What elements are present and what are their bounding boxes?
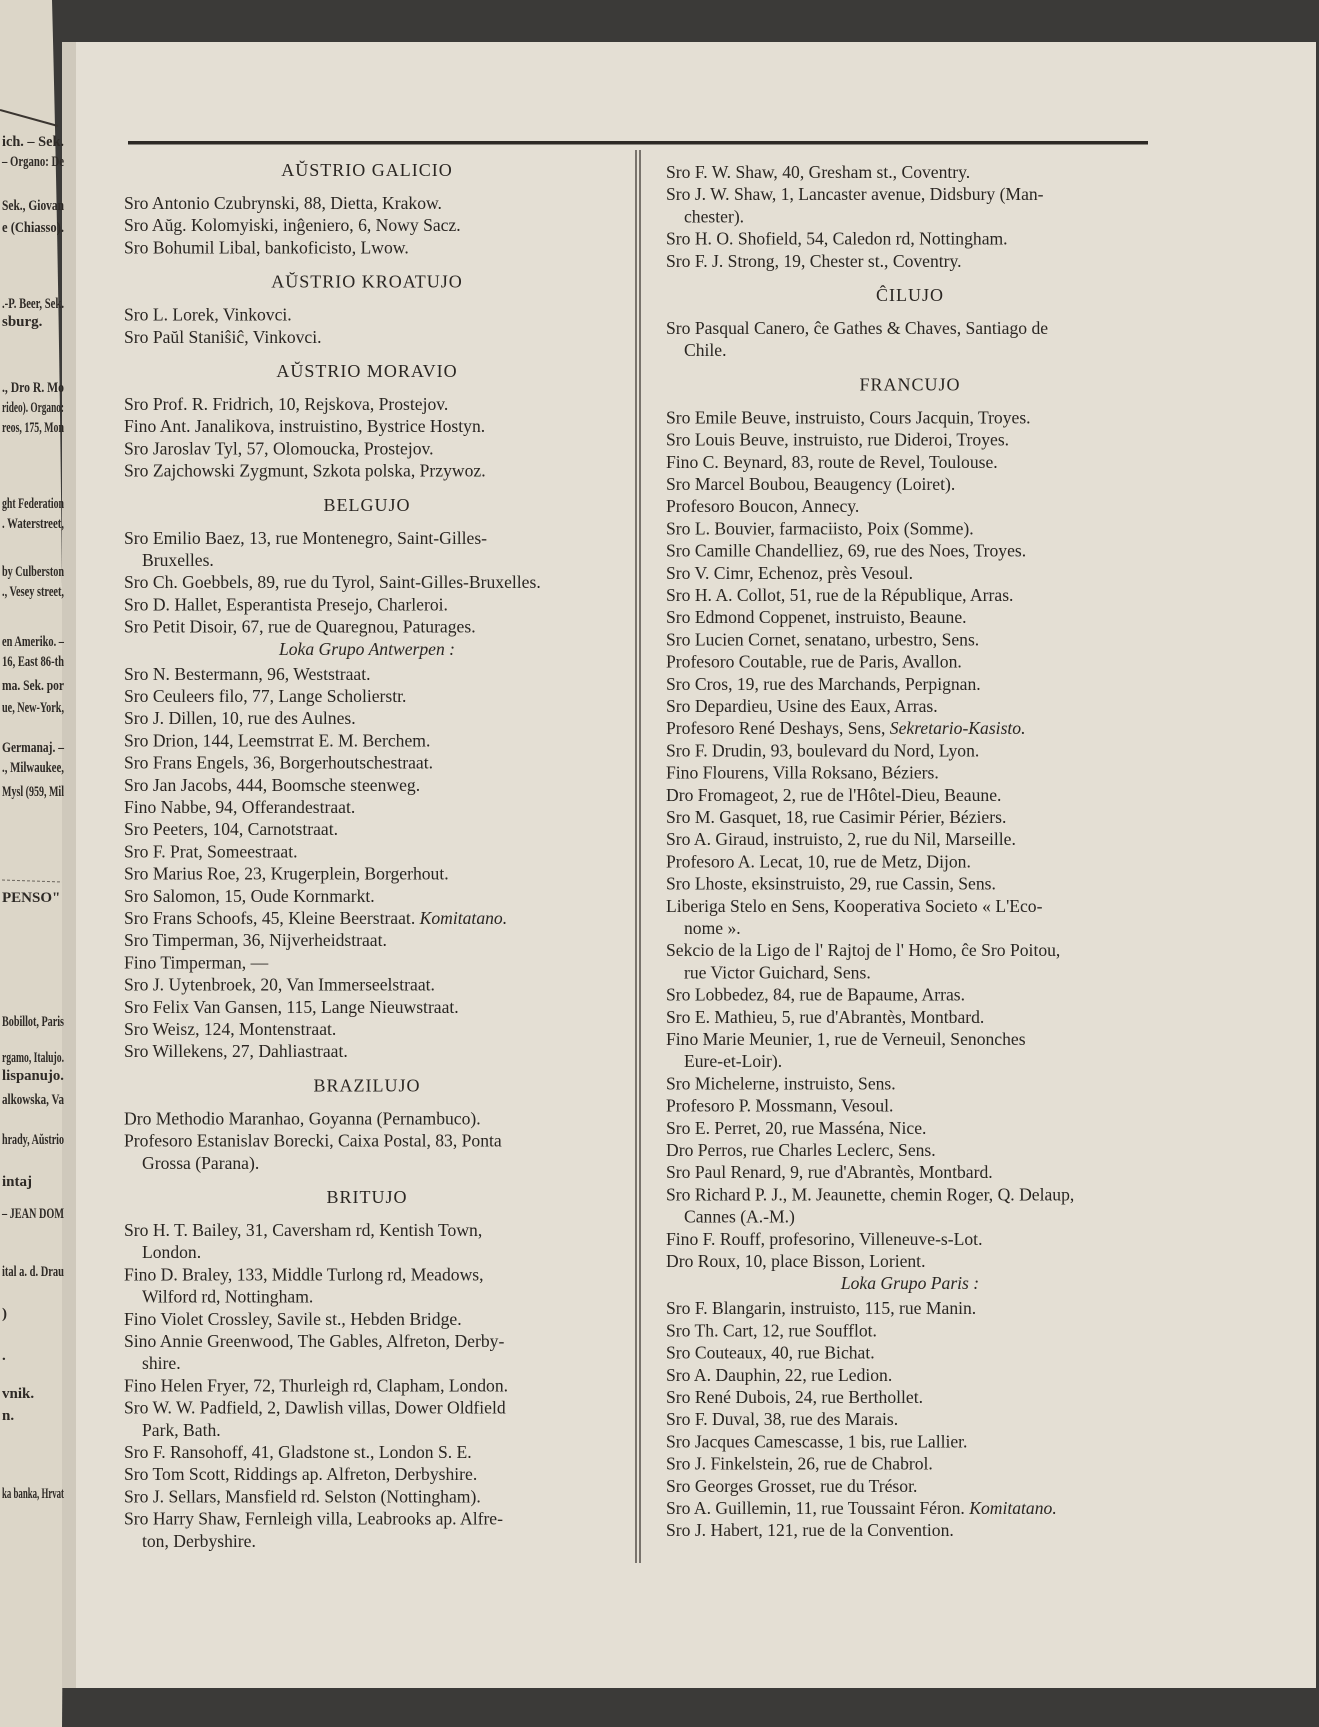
directory-entry (666, 1007, 984, 1027)
directory-entry (666, 1251, 925, 1271)
entry-text: Sro René Dubois, 24, rue Berthollet. (666, 1387, 924, 1407)
directory-entry (124, 1220, 482, 1240)
left-page-fragment: rgamo, Italujo. (2, 1050, 65, 1066)
entry-role: Komitatano. (964, 1498, 1057, 1518)
directory-entry (124, 528, 487, 548)
entry-text: Grossa (Parana). (142, 1152, 260, 1173)
directory-entry (124, 686, 406, 706)
directory-entry (666, 807, 1006, 827)
entry-text: Sro Zajchowski Zygmunt, Szkota polska, Przywoz. (124, 460, 486, 481)
directory-entry (124, 1486, 481, 1506)
directory-entry (124, 1309, 462, 1329)
directory-entry-continuation (142, 1153, 259, 1173)
entry-text: Sro Peeters, 104, Carnotstraat. (124, 819, 339, 840)
directory-entry (124, 997, 459, 1017)
directory-entry (124, 237, 409, 257)
directory-entry (666, 1118, 926, 1138)
entry-text: Sro Frans Schoofs, 45, Kleine Beerstraat. (124, 908, 416, 928)
entry-text: Sro Harry Shaw, Fernleigh villa, Leabrooks ap. Alfre- (124, 1508, 503, 1529)
entry-text: Fino C. Beynard, 83, route de Revel, Toulouse. (666, 451, 998, 472)
directory-entry (666, 541, 1026, 561)
left-page-fragment: ) (2, 1306, 7, 1322)
entry-text: Sro W. W. Padfield, 2, Dawlish villas, Dower Oldfield (124, 1397, 506, 1418)
entry-text: Sro Lucien Cornet, senatano, urbestro, Sens. (666, 629, 980, 650)
directory-entry (666, 1298, 976, 1318)
directory-entry-continuation (142, 550, 214, 570)
directory-entry (124, 461, 486, 481)
left-page-fragment: n. (2, 1408, 15, 1424)
entry-text: Sro Tom Scott, Riddings ap. Alfreton, Derbyshire. (124, 1464, 478, 1485)
directory-entry (666, 674, 981, 694)
entry-text: Sro Weisz, 124, Montenstraat. (124, 1019, 337, 1039)
directory-entry (124, 930, 387, 950)
left-page-fragment: Sek., Giovan (2, 198, 65, 214)
directory-entry (124, 1264, 484, 1284)
directory-entry (124, 664, 370, 684)
directory-entry-continuation (684, 918, 741, 938)
entry-text: Sro F. W. Shaw, 40, Gresham st., Coventry. (666, 162, 971, 182)
entry-text: Sro J. Sellars, Mansfield rd. Selston (Nottingham). (124, 1486, 481, 1507)
directory-entry (124, 1375, 508, 1395)
left-page-fragment: intaj (2, 1174, 32, 1190)
entry-text: Sro Frans Engels, 36, Borgerhoutschestraat. (124, 752, 433, 773)
entry-text: Sro M. Gasquet, 18, rue Casimir Périer, Béziers. (666, 807, 1007, 827)
entry-text: Sekcio de la Ligo de l' Rajtoj de l' Homo, ĉe Sro Poitou, (666, 940, 1061, 961)
left-page-fragment: ital a. d. Drau (2, 1264, 64, 1280)
directory-entry (124, 1019, 336, 1039)
directory-entry (666, 1140, 936, 1160)
directory-entry (666, 430, 1009, 450)
entry-text: Sro J. Uytenbroek, 20, Van Immerseelstraat. (124, 974, 435, 995)
left-page-fragment: 16, East 86-th (2, 654, 65, 670)
entry-text: Sro Lhoste, eksinstruisto, 29, rue Cassin, Sens. (666, 873, 996, 894)
entry-text: Sro F. Duval, 38, rue des Marais. (666, 1409, 899, 1430)
entry-role: Komitatano. (415, 908, 508, 928)
entry-text: Sro Felix Van Gansen, 115, Lange Nieuwstraat. (124, 996, 459, 1017)
directory-entry-continuation (684, 1207, 795, 1227)
entry-text: Sro Marius Roe, 23, Krugerplein, Borgerhout. (124, 863, 449, 884)
entry-text: Sro Bohumil Libal, bankoficisto, Lwow. (124, 237, 409, 258)
left-page-fragment: hrady, Aŭstrio (2, 1132, 64, 1148)
entry-text: Fino Flourens, Villa Roksano, Béziers. (666, 762, 939, 783)
entry-text: Sro Edmond Coppenet, instruisto, Beaune. (666, 607, 967, 628)
directory-entry (666, 474, 955, 494)
entry-text: Sro Depardieu, Usine des Eaux, Arras. (666, 696, 938, 716)
left-page-fragment: – JEAN DOM (1, 1206, 65, 1222)
entry-text: Profesoro Estanislav Borecki, Caixa Postal, 83, Ponta (124, 1130, 502, 1151)
entry-text: Fino Helen Fryer, 72, Thurleigh rd, Clapham, London. (124, 1375, 509, 1396)
directory-entry (124, 617, 476, 637)
entry-text: Wilford rd, Nottingham. (142, 1286, 314, 1307)
entry-text: Dro Roux, 10, place Bisson, Lorient. (666, 1251, 926, 1271)
entry-text: Bruxelles. (142, 550, 214, 570)
directory-entry (666, 851, 971, 871)
directory-entry (666, 1343, 875, 1363)
directory-entry (666, 1387, 923, 1407)
left-page-fragment: en Ameriko. – (2, 634, 65, 650)
directory-entry (124, 193, 442, 213)
directory-entry (666, 1073, 896, 1093)
entry-text: Eure-et-Loir). (684, 1051, 783, 1072)
entry-text: Sro F. Blangarin, instruisto, 115, rue Manin. (666, 1298, 977, 1319)
directory-entry-continuation (142, 1420, 221, 1440)
entry-text: Sro Georges Grosset, rue du Trésor. (666, 1475, 918, 1496)
directory-entry (124, 416, 485, 436)
directory-entry (666, 1498, 1057, 1518)
entry-text: Fino Violet Crossley, Savile st., Hebden Bridge. (124, 1308, 462, 1329)
directory-entry (124, 708, 356, 728)
entry-text: Sro Paul Renard, 9, rue d'Abrantès, Montbard. (666, 1162, 993, 1183)
entry-text: Fino Timperman, — (124, 952, 269, 973)
entry-text: Fino D. Braley, 133, Middle Turlong rd, Meadows, (124, 1264, 484, 1285)
entry-text: Sro Pasqual Canero, ĉe Gathes & Chaves, Santiago de (666, 318, 1049, 338)
entry-text: Sro L. Bouvier, farmaciisto, Poix (Somme). (666, 518, 974, 539)
entry-text: Sro N. Bestermann, 96, Weststraat. (124, 663, 371, 684)
subsection-heading: Loka Grupo Paris : (840, 1273, 980, 1294)
directory-entry (124, 394, 448, 414)
left-page-fragment: ka banka, Hrvat (2, 1486, 64, 1502)
directory-entry (666, 1096, 893, 1116)
entry-text: Sro F. Drudin, 93, boulevard du Nord, Lyon. (666, 740, 980, 761)
directory-entry (666, 1184, 1074, 1204)
directory-entry (666, 652, 962, 672)
directory-entry (124, 1464, 477, 1484)
directory-entry (666, 251, 962, 271)
section-heading: ĈILUJO (876, 285, 944, 305)
left-page-fragment: ., Dro R. Mo (2, 380, 64, 396)
entry-text: Fino Ant. Janalikova, instruistino, Bystrice Hostyn. (124, 416, 486, 437)
directory-entry (666, 585, 1013, 605)
entry-text: Sro Antonio Czubrynski, 88, Dietta, Krakow. (124, 193, 442, 213)
left-page-fragment: ma. Sek. por (2, 678, 65, 694)
entry-text: Sro Aŭg. Kolomyiski, inĝeniero, 6, Nowy Sacz. (124, 215, 461, 236)
directory-entry-continuation (142, 1242, 201, 1262)
entry-text: Sro Marcel Boubou, Beaugency (Loiret). (666, 474, 956, 494)
left-page-fragment: ich. – Sek. (2, 134, 65, 150)
entry-text: Sro A. Dauphin, 22, rue Ledion. (666, 1364, 893, 1385)
section-heading: FRANCUJO (859, 374, 961, 395)
left-page-fragment: ., Milwaukee, (2, 760, 65, 776)
directory-entry (666, 1409, 898, 1429)
directory-entry (666, 940, 1060, 960)
directory-entry (666, 518, 974, 538)
entry-text: Profesoro A. Lecat, 10, rue de Metz, Dijon. (666, 851, 971, 872)
entry-text: Sro Lobbedez, 84, rue de Bapaume, Arras. (666, 984, 965, 1005)
entry-text: Sro F. Ransohoff, 41, Gladstone st., London S. E. (124, 1442, 472, 1462)
entry-text: Cannes (A.-M.) (684, 1206, 795, 1227)
directory-entry-continuation (142, 1531, 256, 1551)
entry-text: Sro Emilio Baez, 13, rue Montenegro, Saint-Gilles- (124, 527, 488, 548)
left-page-fragment: Germanaj. – (2, 740, 65, 756)
directory-entry-continuation (684, 340, 727, 360)
directory-entry (666, 229, 1008, 249)
left-page-fragment: – Organo: De (1, 154, 65, 170)
directory-entry (124, 753, 433, 773)
section-heading: AŬSTRIO GALICIO (281, 160, 453, 180)
directory-entry (124, 864, 449, 884)
directory-entry (666, 1431, 967, 1451)
entry-text: Profesoro P. Mossmann, Vesoul. (666, 1095, 894, 1116)
entry-text: Sro H. O. Shofield, 54, Caledon rd, Nottingham. (666, 228, 1008, 249)
directory-entry (666, 874, 996, 894)
left-page-fragment: . (2, 1348, 6, 1364)
entry-text: Sro Willekens, 27, Dahliastraat. (124, 1041, 348, 1062)
directory-entry (666, 718, 1026, 738)
directory-entry (666, 1454, 933, 1474)
entry-text: Liberiga Stelo en Sens, Kooperativa Societo « L'Eco- (666, 895, 1043, 916)
left-page-fragment: ght Federation (2, 496, 65, 512)
directory-entry (124, 975, 435, 995)
section-heading: AŬSTRIO MORAVIO (276, 361, 458, 381)
directory-entry (666, 1320, 877, 1340)
section-heading: BRITUJO (326, 1187, 408, 1207)
left-page-fragment: sburg. (2, 314, 43, 330)
left-page-fragment: ., Vesey street, (2, 584, 65, 600)
entry-text: Sro J. Dillen, 10, rue des Aulnes. (124, 708, 356, 729)
directory-entry (124, 886, 375, 906)
entry-text: Sro F. J. Strong, 19, Chester st., Coventry. (666, 250, 962, 271)
entry-text: Park, Bath. (142, 1419, 221, 1440)
directory-entry (666, 1229, 982, 1249)
directory-entry (124, 1108, 481, 1128)
section-heading: BELGUJO (323, 494, 411, 515)
entry-text: Sro L. Lorek, Vinkovci. (124, 304, 292, 325)
directory-entry (124, 215, 461, 235)
left-page-fragment: PENSO" (2, 890, 61, 906)
directory-entry (124, 819, 338, 839)
entry-text: Profesoro Boucon, Annecy. (666, 496, 860, 517)
directory-entry (666, 1029, 1026, 1049)
directory-entry (666, 696, 938, 716)
entry-text: Sro Ceuleers filo, 77, Lange Scholierstr. (124, 686, 407, 706)
left-page-fragment: .-P. Beer, Sek. (2, 296, 65, 312)
entry-text: Sro Cros, 19, rue des Marchands, Perpignan. (666, 673, 981, 694)
entry-text: Fino Nabbe, 94, Offerandestraat. (124, 797, 356, 817)
section-heading: AŬSTRIO KROATUJO (271, 271, 463, 292)
entry-text: Sro E. Perret, 20, rue Masséna, Nice. (666, 1117, 927, 1138)
entry-text: Sro Emile Beuve, instruisto, Cours Jacquin, Troyes. (666, 407, 1031, 428)
directory-entry (666, 896, 1043, 916)
directory-entry (666, 452, 998, 472)
entry-text: nome ». (684, 918, 741, 938)
directory-entry (124, 1398, 506, 1418)
directory-entry (666, 1476, 917, 1496)
directory-entry (666, 563, 913, 583)
directory-entry-continuation (684, 962, 871, 982)
entry-text: Sro Th. Cart, 12, rue Soufflot. (666, 1320, 877, 1341)
directory-entry (124, 327, 322, 347)
entry-text: Sro H. A. Collot, 51, rue de la République, Arras. (666, 585, 1014, 605)
directory-entry (124, 908, 507, 928)
entry-text: Profesoro René Deshays, Sens, (666, 718, 886, 739)
entry-text: Sro Jaroslav Tyl, 57, Olomoucka, Prostejov. (124, 438, 434, 459)
directory-entry (666, 407, 1031, 427)
entry-text: Sro H. T. Bailey, 31, Caversham rd, Kentish Town, (124, 1220, 483, 1240)
directory-entry-continuation (142, 1287, 313, 1307)
left-page-fragment: ue, New-York, (2, 700, 65, 716)
directory-entry (124, 1509, 503, 1529)
entry-text: chester). (684, 206, 745, 227)
page-gutter-shadow (62, 42, 76, 1688)
entry-text: Chile. (684, 340, 727, 361)
entry-text: ton, Derbyshire. (142, 1530, 256, 1551)
header-rule (128, 141, 1148, 145)
entry-text: Sro Couteaux, 40, rue Bichat. (666, 1342, 875, 1363)
left-page-strip (0, 0, 64, 1727)
directory-entry-continuation (684, 1051, 782, 1071)
entry-text: Dro Fromageot, 2, rue de l'Hôtel-Dieu, Beaune. (666, 784, 1002, 805)
entry-text: Sro E. Mathieu, 5, rue d'Abrantès, Montbard. (666, 1006, 985, 1027)
directory-entry (124, 438, 434, 458)
entry-text: Profesoro Coutable, rue de Paris, Avallon. (666, 651, 962, 672)
directory-entry (666, 829, 1016, 849)
directory-entry (124, 952, 269, 972)
directory-entry (124, 1442, 472, 1462)
directory-entry (666, 496, 859, 516)
entry-text: Sro A. Giraud, instruisto, 2, rue du Nil, Marseille. (666, 829, 1016, 850)
directory-entry (124, 730, 430, 750)
entry-text: Sro Drion, 144, Leemstrrat E. M. Berchem. (124, 730, 431, 751)
entry-text: Sro A. Guillemin, 11, rue Toussaint Féron. (666, 1498, 965, 1518)
entry-text: Sro Richard P. J., M. Jeaunette, chemin Roger, Q. Delaup, (666, 1184, 1075, 1205)
entry-text: Fino F. Rouff, profesorino, Villeneuve-s-Lot. (666, 1228, 983, 1249)
entry-text: Sro J. Finkelstein, 26, rue de Chabrol. (666, 1453, 933, 1474)
directory-entry (666, 1520, 954, 1540)
directory-entry (666, 785, 1001, 805)
entry-text: Sro Prof. R. Fridrich, 10, Rejskova, Prostejov. (124, 394, 449, 414)
entry-text: Sro J. W. Shaw, 1, Lancaster avenue, Didsbury (Man- (666, 184, 1044, 205)
entry-text: Dro Methodio Maranhao, Goyanna (Pernambuco). (124, 1108, 481, 1129)
left-page-fragment: rideo). Organo: (2, 400, 64, 416)
left-page-fragment: Bobillot, Paris (2, 1014, 65, 1030)
directory-entry (666, 607, 967, 627)
left-page-fragment: reos, 175, Mon (2, 420, 65, 436)
directory-entry (124, 797, 355, 817)
entry-text: Fino Marie Meunier, 1, rue de Verneuil, Senonches (666, 1029, 1026, 1049)
directory-entry (666, 740, 979, 760)
directory-entry (124, 775, 420, 795)
directory-entry (666, 162, 970, 182)
directory-entry (666, 763, 939, 783)
entry-text: Sro F. Prat, Someestraat. (124, 841, 298, 862)
entry-role: Sekretario-Kasisto. (885, 718, 1026, 739)
left-page-fragment: lispanujo. (2, 1068, 65, 1084)
entry-text: Dro Perros, rue Charles Leclerc, Sens. (666, 1140, 936, 1160)
directory-entry (124, 305, 292, 325)
entry-text: Sro Petit Disoir, 67, rue de Quaregnou, Paturages. (124, 616, 476, 637)
entry-text: Sro Camille Chandelliez, 69, rue des Noes, Troyes. (666, 540, 1027, 561)
entry-text: Sro Louis Beuve, instruisto, rue Dideroi, Troyes. (666, 429, 1010, 450)
left-page-fragment: Mysl (959, Mil (2, 784, 64, 800)
entry-text: Sro V. Cimr, Echenoz, près Vesoul. (666, 562, 914, 583)
entry-text: Sro Salomon, 15, Oude Kornmarkt. (124, 885, 375, 906)
entry-text: shire. (142, 1353, 181, 1374)
directory-entry (124, 1331, 504, 1351)
directory-entry (124, 594, 448, 614)
subsection-heading: Loka Grupo Antwerpen : (278, 638, 456, 659)
entry-text: Sro Paŭl Staniŝiĉ, Vinkovci. (124, 326, 322, 347)
directory-entry (124, 1041, 348, 1061)
directory-entry (666, 318, 1048, 338)
directory-entry (666, 1162, 993, 1182)
entry-text: Sro D. Hallet, Esperantista Presejo, Charleroi. (124, 594, 448, 615)
left-page-fragment: vnik. (2, 1386, 35, 1402)
directory-entry-continuation (684, 206, 744, 226)
entry-text: Sro Timperman, 36, Nijverheidstraat. (124, 930, 387, 951)
entry-text: Sro Michelerne, instruisto, Sens. (666, 1073, 896, 1094)
entry-text: Sro J. Habert, 121, rue de la Convention. (666, 1520, 954, 1541)
directory-entry (124, 1131, 502, 1151)
directory-entry (666, 629, 979, 649)
entry-text: London. (142, 1242, 202, 1263)
entry-text: Sro Jacques Camescasse, 1 bis, rue Lallier. (666, 1431, 968, 1452)
directory-entry (666, 184, 1044, 204)
directory-entry (666, 985, 965, 1005)
directory-entry (124, 572, 541, 592)
left-page-fragment: . Waterstreet, (2, 516, 65, 532)
left-page-fragment: alkowska, Va (2, 1092, 65, 1108)
entry-text: Sro Jan Jacobs, 444, Boomsche steenweg. (124, 774, 421, 795)
directory-entry (124, 841, 298, 861)
entry-text: Sro Ch. Goebbels, 89, rue du Tyrol, Saint-Gilles-Bruxelles. (124, 572, 541, 593)
directory-entry (666, 1365, 892, 1385)
left-page-fragment: by Culberston (2, 564, 65, 580)
entry-text: Sino Annie Greenwood, The Gables, Alfreton, Derby- (124, 1331, 505, 1351)
section-heading: BRAZILUJO (313, 1075, 421, 1096)
entry-text: rue Victor Guichard, Sens. (684, 962, 871, 983)
left-page-fragment: e (Chiasso). (2, 220, 65, 236)
directory-entry-continuation (142, 1353, 181, 1373)
